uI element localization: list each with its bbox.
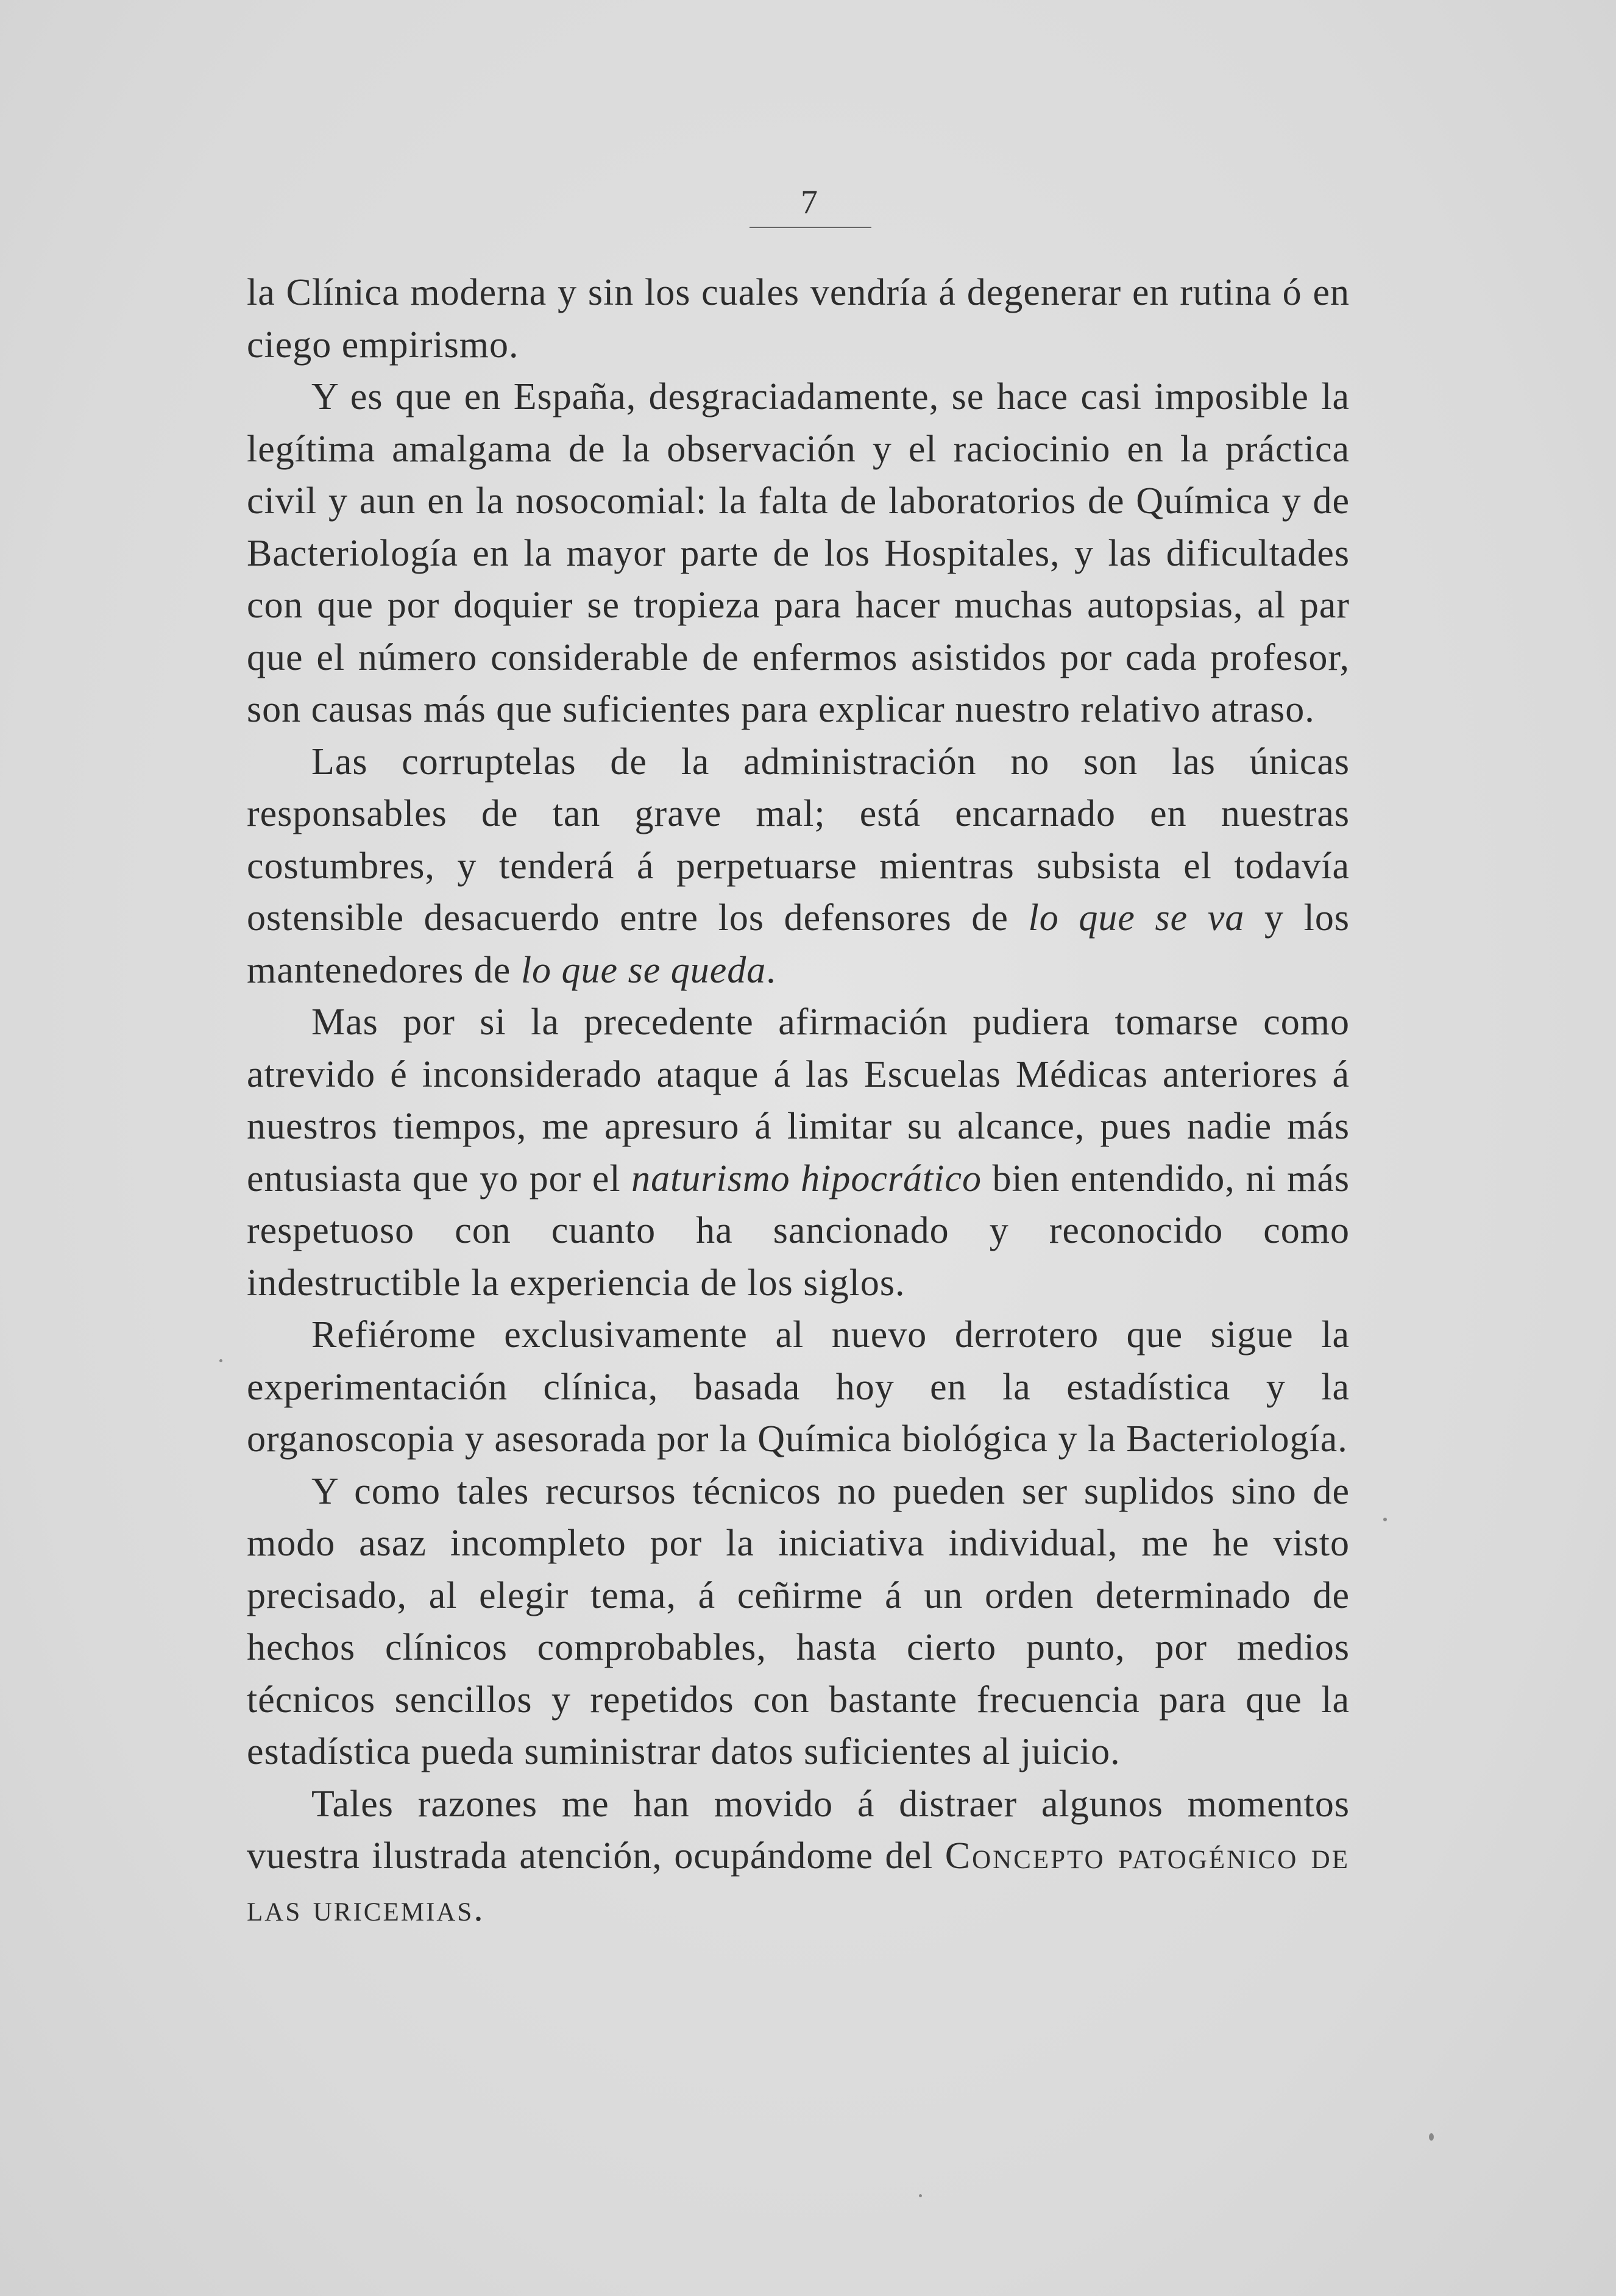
paper-speck [919, 2194, 922, 2197]
paragraph-4-text-b: bien entendido, ni más respetuoso con cuanto ha sancionado y reconocido como indestructible la experiencia de los siglos. [247, 1157, 1350, 1304]
paragraph-4-italic-a: naturismo hipocrático [631, 1157, 982, 1200]
paper-speck [1383, 1518, 1387, 1521]
paragraph-3-text-c: . [766, 949, 776, 991]
paragraph-7-text-a: Tales razones me han movido á distraer algunos momentos vuestra ilustrada atención, ocupándome del [247, 1783, 1350, 1877]
paper-speck [1429, 2133, 1434, 2141]
paragraph-3 [247, 736, 1350, 997]
paper-speck [219, 1359, 222, 1362]
paragraph-7-smallcaps: Concepto patogénico de las uricemias [247, 1835, 1350, 1929]
paragraph-4-text-a: Mas por si la precedente afirmación pudiera tomarse como atrevido é inconsiderado ataque á las Escuelas Médicas anteriores á nuestros tiempos, me apresuro á limitar su alcance, pues nadie más entusiasta que yo por el [247, 1001, 1350, 1200]
page-number-rule [750, 227, 871, 228]
body-text [247, 267, 1350, 1935]
paragraph-5: Refiérome exclusivamente al nuevo derrotero que sigue la experimentación clínica, basada hoy en la estadística y la organoscopia y asesorada por la Química biológica y la Bacteriología. [247, 1314, 1350, 1460]
paragraph-7-text-b: . [473, 1887, 484, 1929]
paragraph-3-text-a: Las corruptelas de la administración no son las únicas responsables de tan grave mal; está encarnado en nuestras costumbres, y tenderá á perpetuarse mientras subsista el todavía ostensible desacuerdo entre los defensores de [247, 741, 1350, 939]
paragraph-3-italic-b: lo que se queda [520, 949, 767, 991]
paragraph-4 [247, 997, 1350, 1309]
paragraph-1: la Clínica moderna y sin los cuales vendría á degenerar en rutina ó en ciego empirismo. [247, 272, 1350, 366]
page-number: 7 [801, 183, 818, 221]
paragraph-3-text-b: y los mantenedores de [247, 897, 1350, 991]
paragraph-2: Y es que en España, desgraciadamente, se hace casi imposible la legítima amalgama de la observación y el raciocinio en la práctica civil y aun en la nosocomial: la falta de laboratorios de Química y de Bacteriología en la mayor parte de los Hospitales, y las dificultades con que por doquier se tropieza para hacer muchas autopsias, al par que el número considerable de enfermos asistidos por cada profesor, son causas más que suficientes para explicar nuestro relativo atraso. [247, 376, 1350, 730]
paragraph-7 [247, 1779, 1350, 1935]
paragraph-6: Y como tales recursos técnicos no pueden ser suplidos sino de modo asaz incompleto por la iniciativa individual, me he visto precisado, al elegir tema, á ceñirme á un orden determinado de hechos clínicos comprobables, hasta cierto punto, por medios técnicos sencillos y repetidos con bastante frecuencia para que la estadística pueda suministrar datos suficientes al juicio. [247, 1470, 1350, 1772]
paragraph-3-italic-a: lo que se va [1028, 897, 1245, 939]
